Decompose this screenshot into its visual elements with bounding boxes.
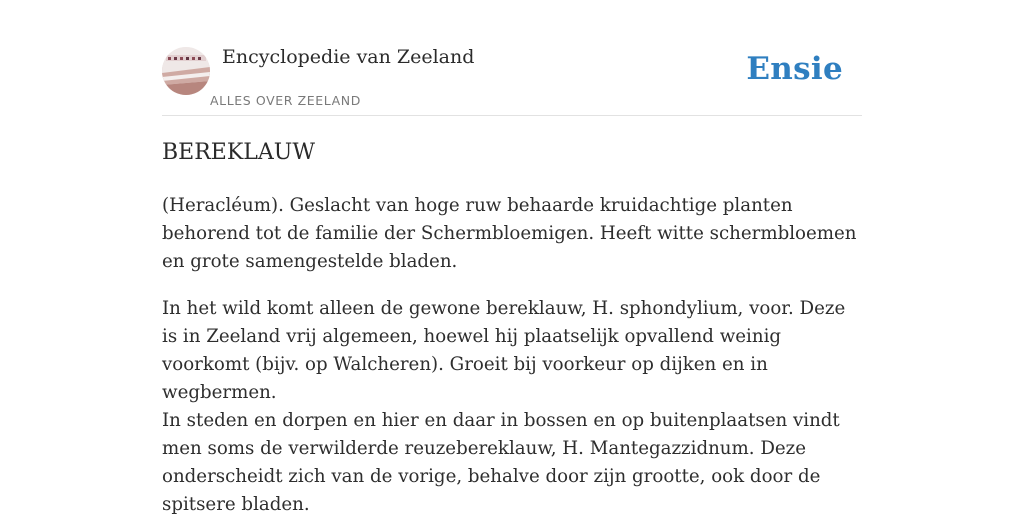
site-subtitle: ALLES OVER ZEELAND — [210, 93, 361, 108]
article-paragraph: In steden en dorpen en hier en daar in bossen en op buitenplaatsen vindt men soms de verwilderde reuzebereklauw, H. Mantegazzidnum. Deze onderscheidt zich van de vorige, behalve door zijn grootte, ook door de spitsere bladen. — [162, 410, 840, 515]
site-avatar[interactable] — [162, 47, 210, 95]
ensie-logo[interactable]: Ensie — [746, 51, 843, 87]
article-title: BEREKLAUW — [162, 140, 315, 165]
book-image-icon — [162, 47, 210, 95]
article-paragraph: In het wild komt alleen de gewone bereklauw, H. sphondylium, voor. Deze is in Zeeland vrij algemeen, hoewel hij plaatselijk opvallend weinig voorkomt (bijv. op Walcheren). Groeit bij voorkeur op dijken en in wegbermen. — [162, 298, 846, 403]
site-header — [162, 0, 862, 116]
page — [162, 0, 862, 515]
article-paragraph: (Heracléum). Geslacht van hoge ruw behaarde kruidachtige planten behorend tot de familie der Schermbloemigen. Heeft witte schermbloemen en grote samengestelde bladen. — [162, 195, 857, 272]
site-title[interactable]: Encyclopedie van Zeeland — [222, 46, 475, 68]
